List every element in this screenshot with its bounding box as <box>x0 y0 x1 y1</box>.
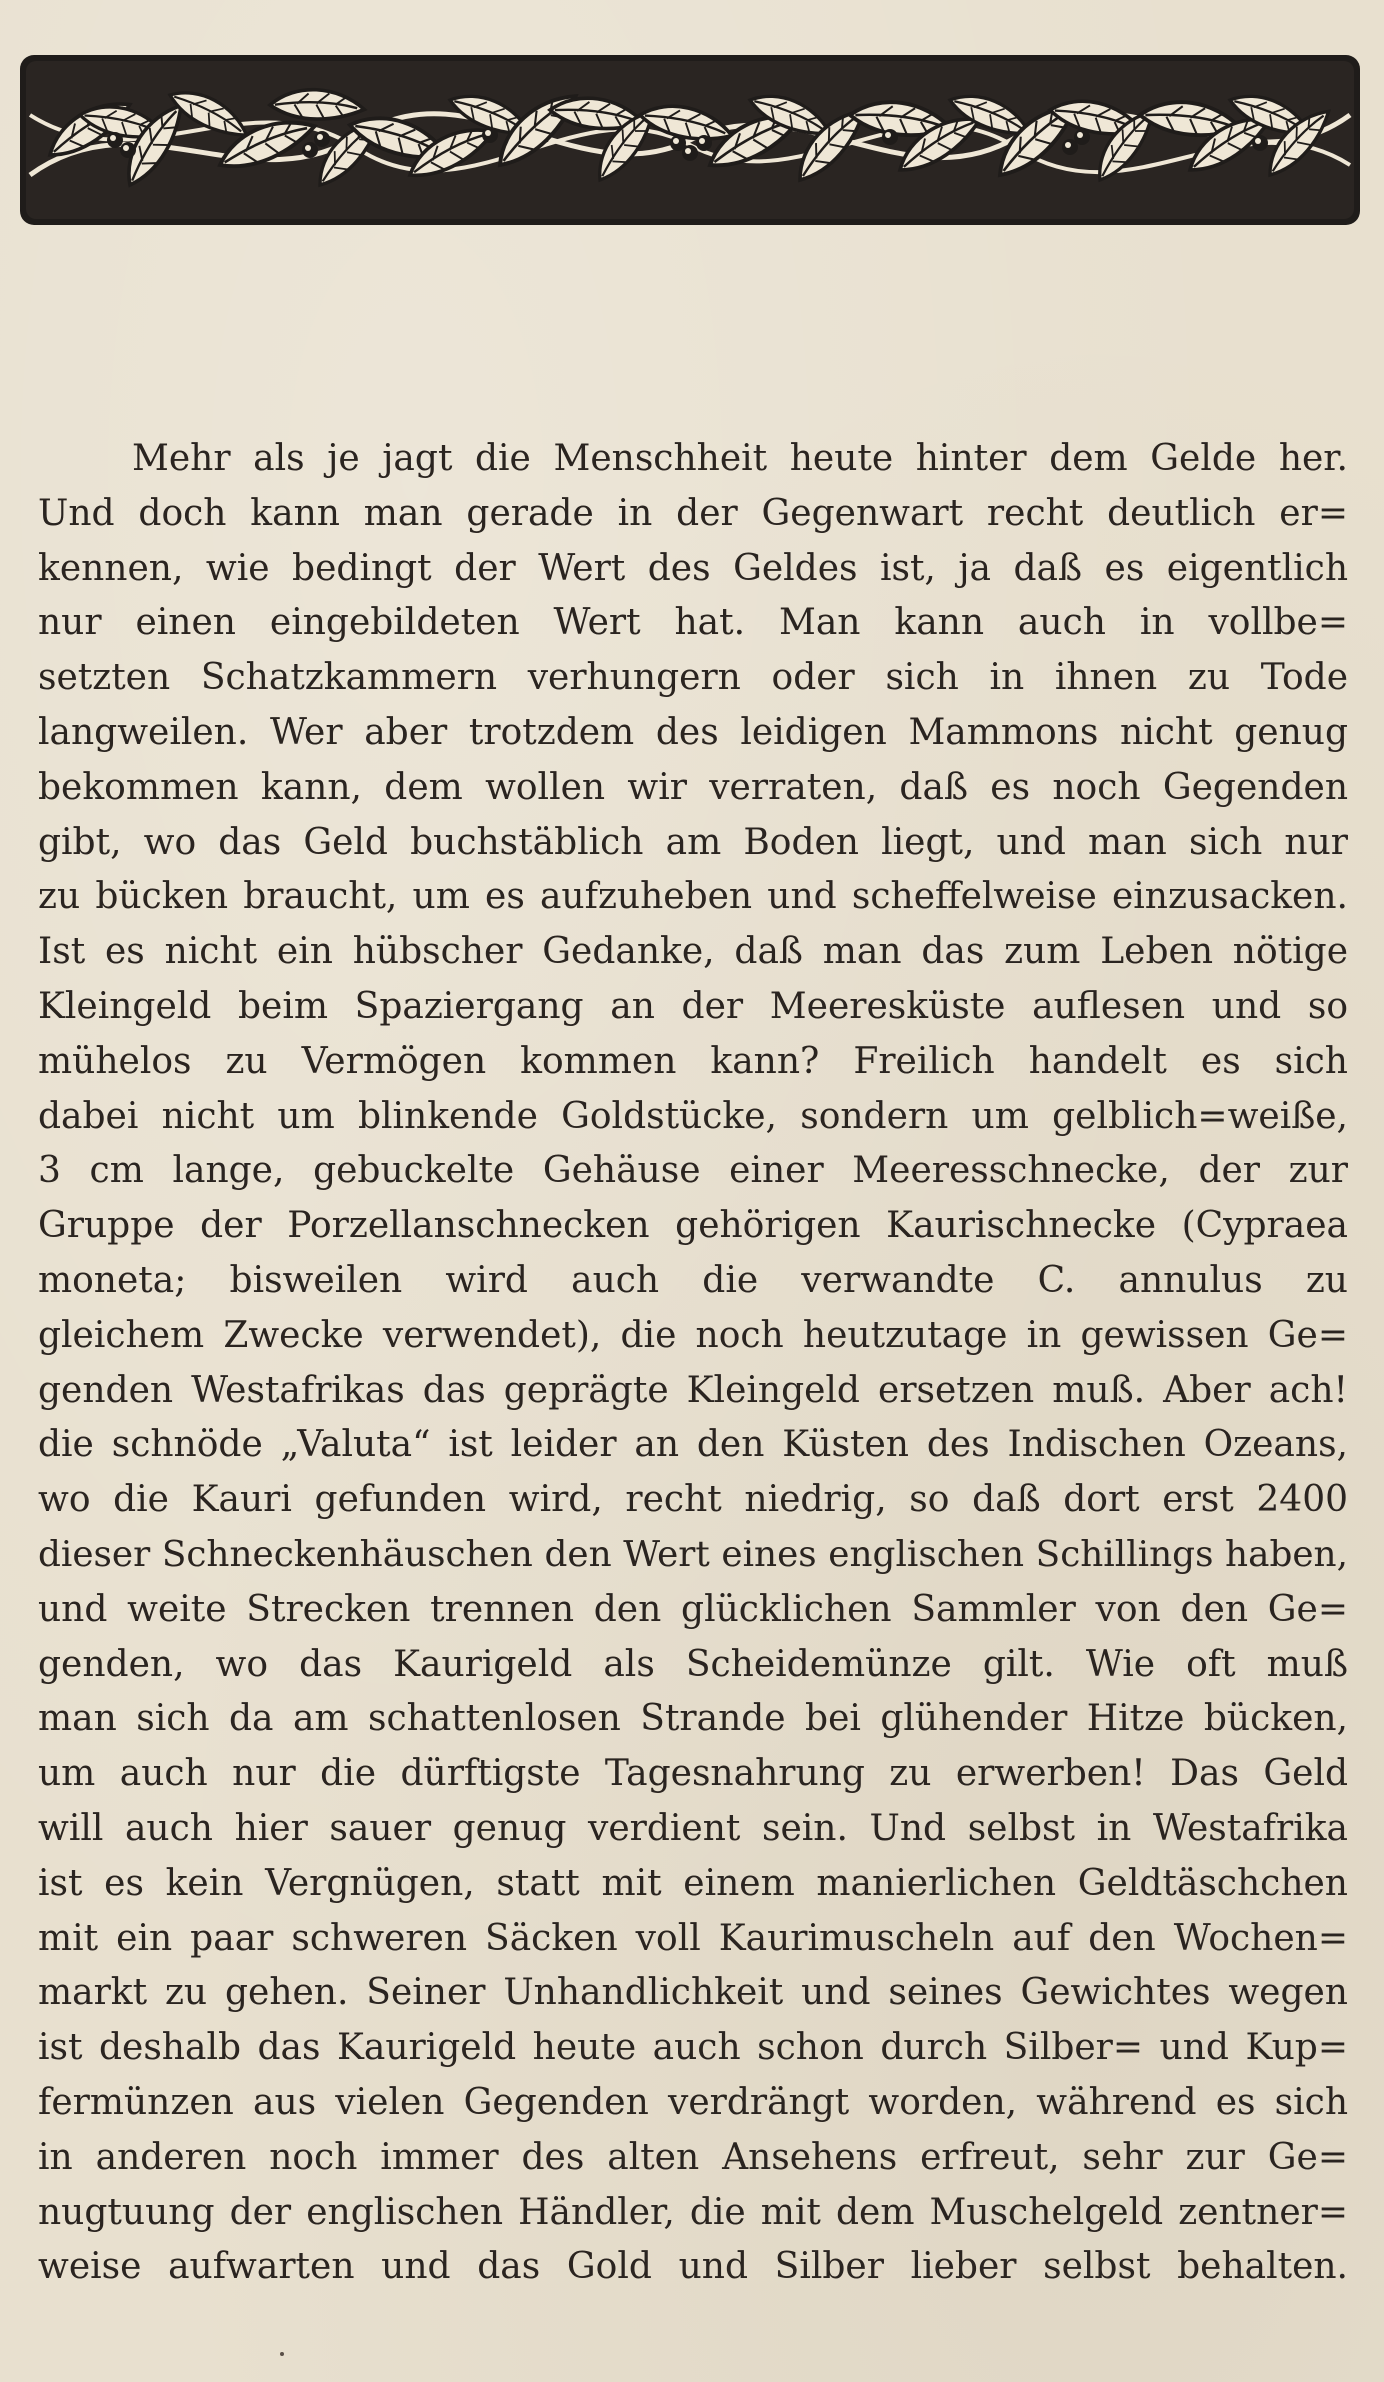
text-line: langweilen. Wer aber trotzdem des leidigen Mammons nicht genug <box>38 711 1348 753</box>
text-line: wo die Kauri gefunden wird, recht niedrig, so daß dort erst 2400 <box>38 1479 1348 1521</box>
text-line: will auch hier sauer genug verdient sein. Und selbst in Westafrika <box>38 1807 1348 1849</box>
text-line: moneta; bisweilen wird auch die verwandte C. annulus zu <box>38 1259 1348 1301</box>
text-line: um auch nur die dürftigste Tagesnahrung zu erwerben! Das Geld <box>38 1753 1348 1795</box>
text-line: zu bücken braucht, um es aufzuheben und scheffelweise einzusacken. <box>38 876 1348 918</box>
text-line: genden, wo das Kaurigeld als Scheidemünze gilt. Wie oft muß <box>38 1643 1348 1685</box>
text-line: dieser Schneckenhäuschen den Wert eines englischen Schillings haben, <box>38 1533 1348 1575</box>
article-paragraph <box>38 432 1348 2295</box>
text-line: markt zu gehen. Seiner Unhandlichkeit und seines Gewichtes wegen <box>38 1972 1348 2014</box>
text-line: weise aufwarten und das Gold und Silber lieber selbst behalten. <box>38 2246 1348 2288</box>
text-line: man sich da am schattenlosen Strande bei glühender Hitze bücken, <box>38 1698 1348 1740</box>
text-line: die schnöde „Valuta“ ist leider an den Küsten des Indischen Ozeans, <box>38 1424 1348 1466</box>
text-line: Und doch kann man gerade in der Gegenwart recht deutlich er= <box>38 492 1348 534</box>
text-line: mühelos zu Vermögen kommen kann? Freilich handelt es sich <box>38 1040 1348 1082</box>
text-line: bekommen kann, dem wollen wir verraten, daß es noch Gegenden <box>38 766 1348 808</box>
text-line: 3 cm lange, gebuckelte Gehäuse einer Meeresschnecke, der zur <box>38 1150 1348 1192</box>
text-line: Mehr als je jagt die Menschheit heute hinter dem Gelde her. <box>132 438 1348 479</box>
text-line: Kleingeld beim Spaziergang an der Meeresküste auflesen und so <box>38 985 1348 1027</box>
text-line: nur einen eingebildeten Wert hat. Man kann auch in vollbe= <box>38 602 1348 644</box>
text-line: fermünzen aus vielen Gegenden verdrängt worden, während es sich <box>38 2081 1348 2123</box>
text-line: ist deshalb das Kaurigeld heute auch schon durch Silber= und Kup= <box>38 2027 1348 2069</box>
text-line: gleichem Zwecke verwendet), die noch heutzutage in gewissen Ge= <box>38 1314 1348 1356</box>
text-line: Ist es nicht ein hübscher Gedanke, daß man das zum Leben nötige <box>38 931 1348 973</box>
text-line: kennen, wie bedingt der Wert des Geldes ist, ja daß es eigentlich <box>38 547 1348 589</box>
text-line: und weite Strecken trennen den glücklichen Sammler von den Ge= <box>38 1588 1348 1630</box>
text-line: mit ein paar schweren Säcken voll Kaurimuscheln auf den Wochen= <box>38 1917 1348 1959</box>
text-line: ist es kein Vergnügen, statt mit einem manierlichen Geldtäschchen <box>38 1862 1348 1904</box>
text-line: dabei nicht um blinkende Goldstücke, sondern um gelblich=weiße, <box>38 1095 1348 1137</box>
text-line: in anderen noch immer des alten Ansehens erfreut, sehr zur Ge= <box>38 2136 1348 2178</box>
text-line: nugtuung der englischen Händler, die mit dem Muschelgeld zentner= <box>38 2191 1348 2233</box>
leaf-vine-ornament-icon <box>20 55 1360 225</box>
text-line: genden Westafrikas das geprägte Kleingeld ersetzen muß. Aber ach! <box>38 1369 1348 1411</box>
text-line: Gruppe der Porzellanschnecken gehörigen Kaurischnecke (Cypraea <box>38 1205 1348 1247</box>
text-line: setzten Schatzkammern verhungern oder sich in ihnen zu Tode <box>38 657 1348 699</box>
text-line: gibt, wo das Geld buchstäblich am Boden liegt, und man sich nur <box>38 821 1348 863</box>
page-speck <box>280 2352 284 2356</box>
